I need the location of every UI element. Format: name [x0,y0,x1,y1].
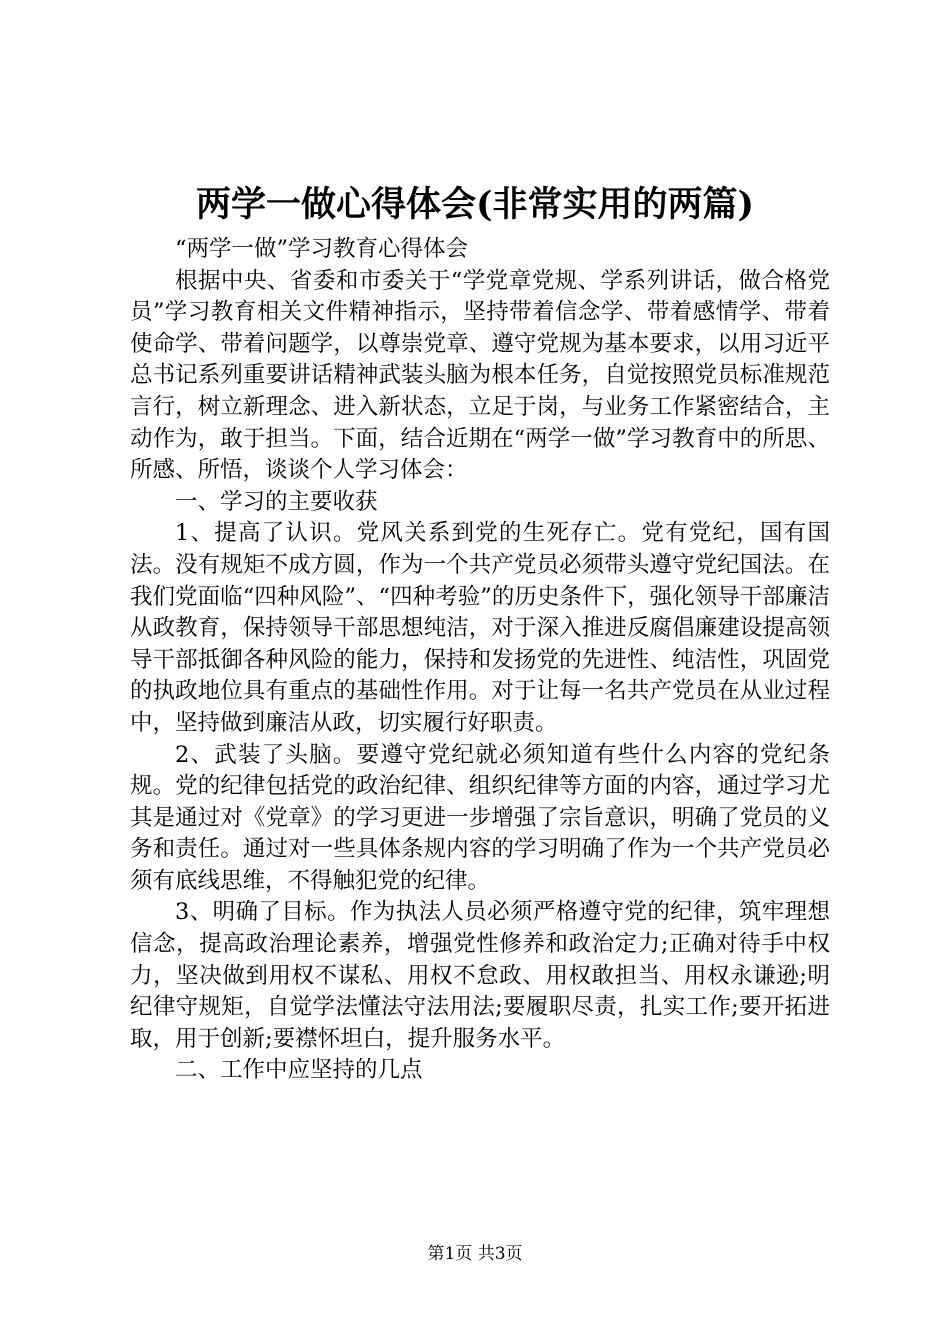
paragraph-gain-1: 1、提高了认识。党风关系到党的生死存亡。党有党纪，国有国法。没有规矩不成方圆，作为一个共产党员必须带头遵守党纪国法。在我们党面临“四种风险”、“四种考验”的历史条件下，强化领导干部廉洁从政教育，保持领导干部思想纯洁，对于深入推进反腐倡廉建设提高领导干部抵御各种风险的能力，保持和发扬党的先进性、纯洁性，巩固党的执政地位具有重点的基础性作用。对于让每一名共产党员在从业过程中，坚持做到廉洁从政，切实履行好职责。 [130,520,830,736]
section-heading-gains: 一、学习的主要收获 [175,488,378,515]
section-heading-points: 二、工作中应坚持的几点 [175,1057,423,1084]
page-number-footer: 第1页 共3页 [427,1244,523,1264]
section-heading-intro: “两学一做”学习教育心得体会 [175,236,469,262]
document-title: 两学一做心得体会(非常实用的两篇) [195,184,755,225]
paragraph-gain-3: 3、明确了目标。作为执法人员必须严格遵守党的纪律，筑牢理想信念，提高政治理论素养，增强党性修养和政治定力;正确对待手中权力，坚决做到用权不谋私、用权不怠政、用权敢担当、用权永谦逊;明纪律守规矩，自觉学法懂法守法用法;要履职尽责，扎实工作;要开拓进取，用于创新;要襟怀坦白，提升服务水平。 [130,899,830,1052]
paragraph-gain-2: 2、武装了头脑。要遵守党纪就必须知道有些什么内容的党纪条规。党的纪律包括党的政治纪律、组织纪律等方面的内容，通过学习尤其是通过对《党章》的学习更进一步增强了宗旨意识，明确了党员的义务和责任。通过对一些具体条规内容的学习明确了作为一个共产党员必须有底线思维，不得触犯党的纪律。 [130,741,830,894]
paragraph-intro: 根据中央、省委和市委关于“学党章党规、学系列讲话，做合格党员”学习教育相关文件精神指示，坚持带着信念学、带着感情学、带着使命学、带着问题学，以尊崇党章、遵守党规为基本要求，以用习近平总书记系列重要讲话精神武装头脑为根本任务，自觉按照党员标准规范言行，树立新理念、进入新状态，立足于岗，与业务工作紧密结合，主动作为，敢于担当。下面，结合近期在“两学一做”学习教育中的所思、所感、所悟，谈谈个人学习体会： [130,267,830,484]
document-body [130,234,830,1087]
